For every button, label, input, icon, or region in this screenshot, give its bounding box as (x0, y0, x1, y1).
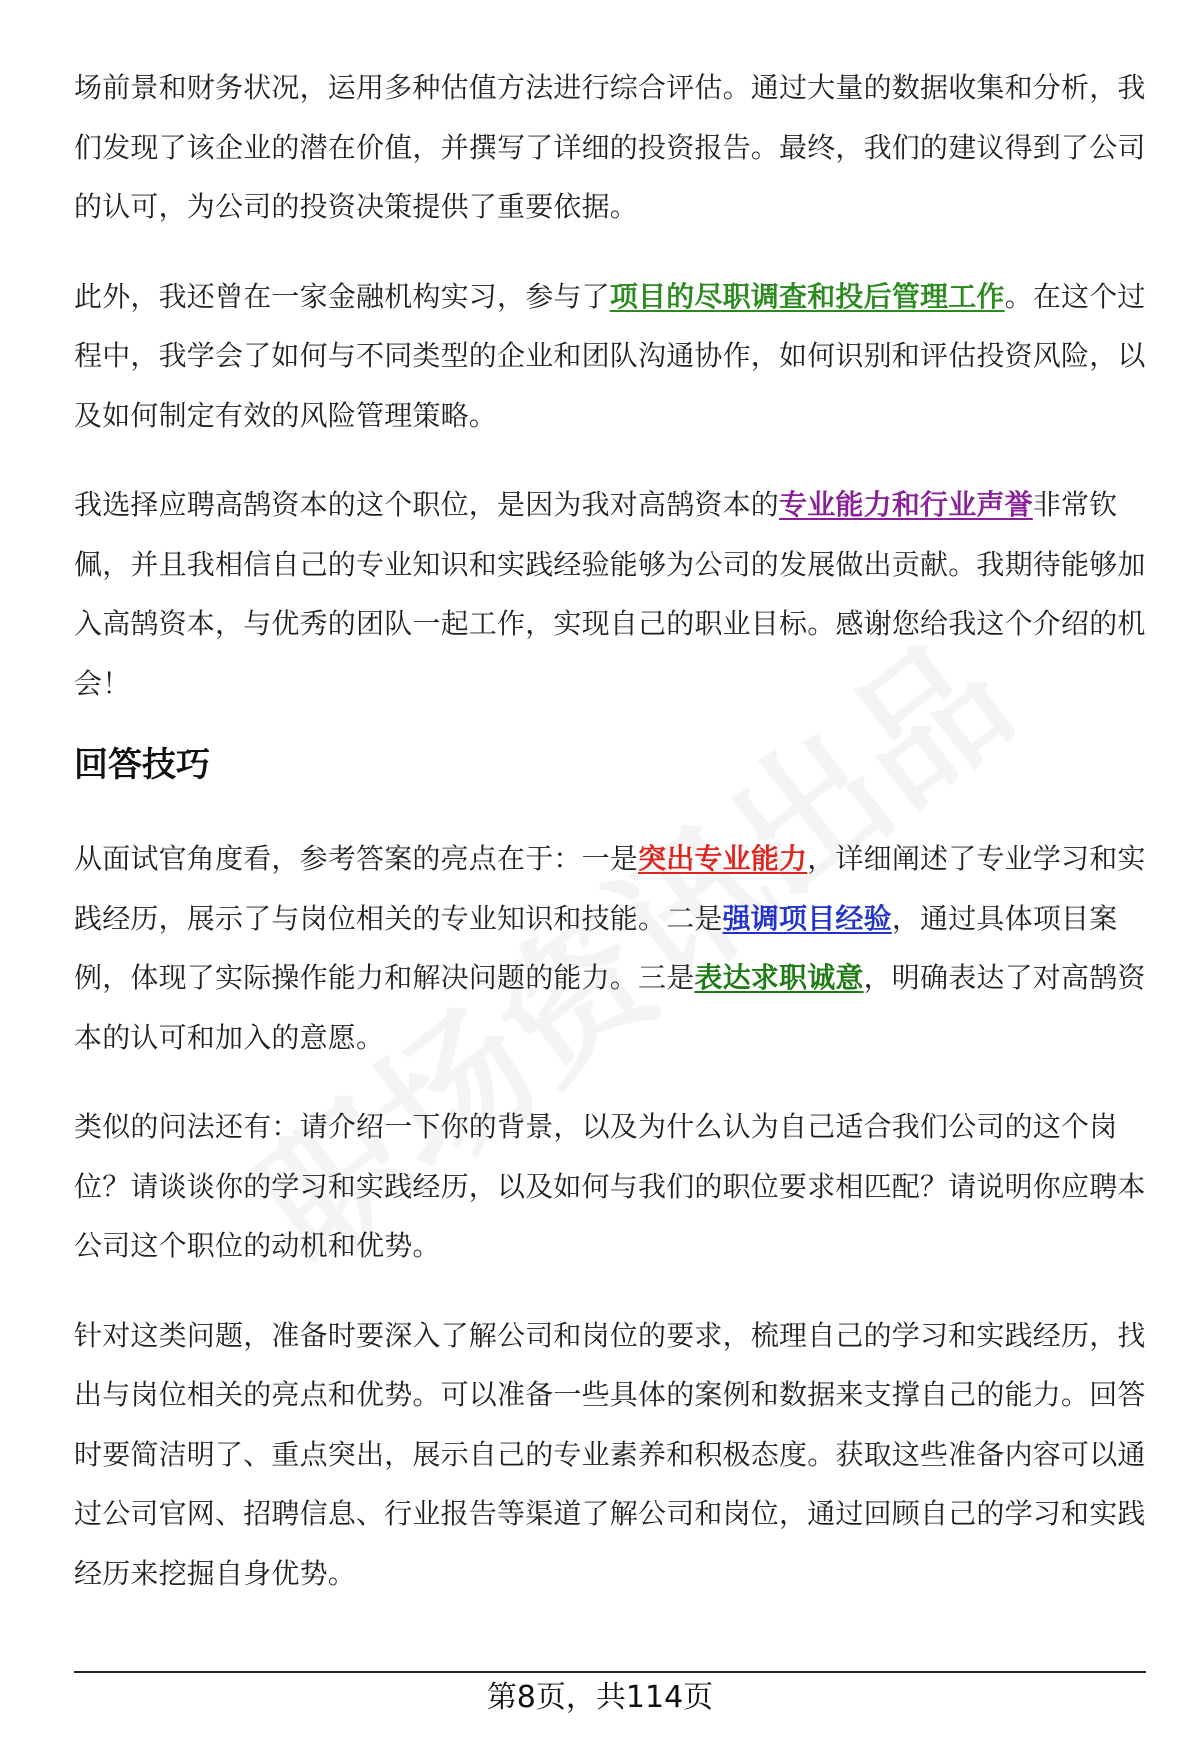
highlight-due-diligence: 项目的尽职调查和投后管理工作 (609, 279, 1005, 313)
paragraph-4-text-a: 从面试官角度看，参考答案的亮点在于：一是 (74, 842, 639, 875)
highlight-sincerity: 表达求职诚意 (694, 961, 864, 994)
highlight-reputation: 专业能力和行业声誉 (779, 488, 1033, 521)
paragraph-4 (74, 829, 1146, 1067)
paragraph-2 (74, 267, 1146, 446)
paragraph-4-text-b: ，详细阐述了专业学习和实践经历，展示了与岗位相关的专业知识和技能。二是 (74, 842, 1146, 935)
document-body (74, 58, 1146, 1633)
paragraph-6 (74, 1306, 1146, 1604)
paragraph-4-text-d: ，明确表达了对高鹄资本的认可和加入的意愿。 (74, 961, 1146, 1054)
paragraph-4-text-c: ，通过具体项目案例，体现了实际操作能力和解决问题的能力。三是 (74, 901, 1118, 994)
paragraph-3-text-a: 我选择应聘高鹄资本的这个职位，是因为我对高鹄资本的 (74, 488, 780, 521)
paragraph-6-text: 针对这类问题，准备时要深入了解公司和岗位的要求，梳理自己的学习和实践经历，找出与岗位相关的亮点和优势。可以准备一些具体的案例和数据来支撑自己的能力。回答时要简洁明了、重点突出，展示自己的专业素养和积极态度。获取这些准备内容可以通过公司官网、招聘信息、行业报告等渠道了解公司和岗位，通过回顾自己的学习和实践经历来挖掘自身优势。 (74, 1318, 1146, 1590)
highlight-project-experience: 强调项目经验 (722, 901, 892, 935)
footer-divider (74, 1671, 1146, 1673)
paragraph-5 (74, 1097, 1146, 1276)
page-number: 第8页，共114页 (486, 1680, 714, 1715)
paragraph-1-text: 场前景和财务状况，运用多种估值方法进行综合评估。通过大量的数据收集和分析，我们发现了该企业的潜在价值，并撰写了详细的投资报告。最终，我们的建议得到了公司的认可，为公司的投资决策提供了重要依据。 (74, 71, 1146, 223)
paragraph-5-text: 类似的问法还有：请介绍一下你的背景，以及为什么认为自己适合我们公司的这个岗位？请谈谈你的学习和实践经历，以及如何与我们的职位要求相匹配？请说明你应聘本公司这个职位的动机和优势。 (74, 1110, 1146, 1262)
paragraph-2-text-a: 此外，我还曾在一家金融机构实习，参与了 (74, 279, 610, 313)
paragraph-3-text-b: 非常钦佩，并且我相信自己的专业知识和实践经验能够为公司的发展做出贡献。我期待能够加入高鹄资本，与优秀的团队一起工作，实现自己的职业目标。感谢您给我这个介绍的机会！ (74, 488, 1146, 700)
paragraph-3 (74, 475, 1146, 713)
highlight-professional-ability: 突出专业能力 (638, 842, 808, 875)
section-heading: 回答技巧 (74, 745, 210, 785)
paragraph-1 (74, 58, 1146, 237)
paragraph-2-text-b: 。在这个过程中，我学会了如何与不同类型的企业和团队沟通协作，如何识别和评估投资风险，以及如何制定有效的风险管理策略。 (74, 279, 1146, 432)
